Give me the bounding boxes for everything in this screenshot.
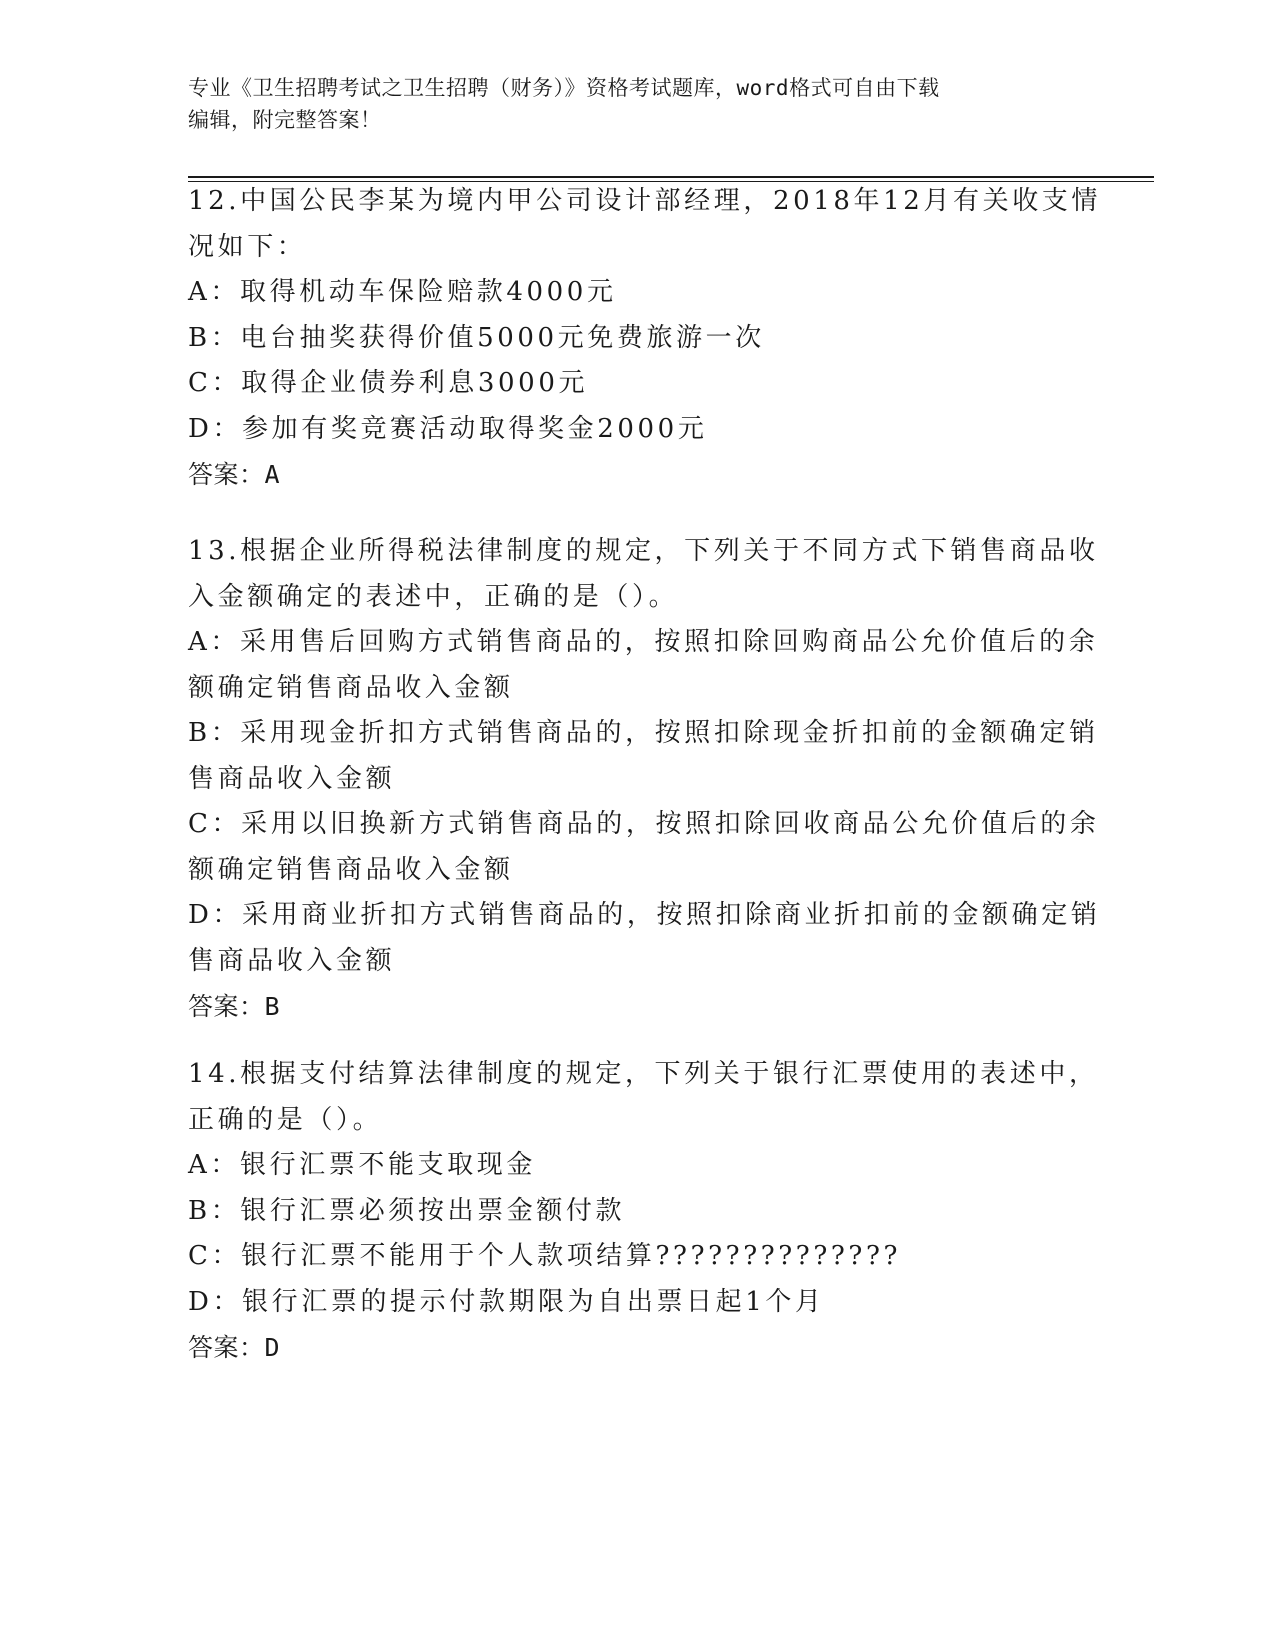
option-a: A：采用售后回购方式销售商品的，按照扣除回购商品公允价值后的余 bbox=[188, 627, 1099, 657]
answer-line: 答案：A bbox=[188, 460, 281, 489]
document-header bbox=[188, 72, 1068, 136]
option-d-continued: 售商品收入金额 bbox=[188, 945, 396, 976]
question-stem-line: 况如下： bbox=[188, 231, 307, 262]
option-d: D：采用商业折扣方式销售商品的，按照扣除商业折扣前的金额确定销 bbox=[188, 900, 1101, 930]
option-c: C：银行汇票不能用于个人款项结算?????????????? bbox=[188, 1241, 902, 1271]
option-b: B：银行汇票必须按出票金额付款 bbox=[188, 1195, 626, 1226]
option-b: B：电台抽奖获得价值5000元免费旅游一次 bbox=[188, 322, 765, 353]
question-stem-line: 13.根据企业所得税法律制度的规定，下列关于不同方式下销售商品收 bbox=[188, 536, 1099, 566]
option-a: A：取得机动车保险赔款4000元 bbox=[188, 277, 617, 307]
question-stem-line: 12.中国公民李某为境内甲公司设计部经理，2018年12月有关收支情 bbox=[188, 186, 1102, 216]
option-c-continued: 额确定销售商品收入金额 bbox=[188, 854, 514, 885]
option-c: C：取得企业债券利息3000元 bbox=[188, 368, 589, 398]
option-b-continued: 售商品收入金额 bbox=[188, 763, 396, 794]
question-stem-line: 入金额确定的表述中，正确的是（）。 bbox=[188, 581, 679, 612]
header-line-1: 专业《卫生招聘考试之卫生招聘（财务）》资格考试题库，word格式可自由下载 bbox=[188, 76, 940, 100]
answer-line: 答案：D bbox=[188, 1333, 281, 1362]
header-line-2: 编辑，附完整答案！ bbox=[188, 108, 382, 132]
question-14 bbox=[188, 1052, 1099, 1370]
option-d: D：银行汇票的提示付款期限为自出票日起1个月 bbox=[188, 1286, 825, 1317]
option-a: A：银行汇票不能支取现金 bbox=[188, 1150, 536, 1180]
answer-line: 答案：B bbox=[188, 992, 281, 1021]
question-12 bbox=[188, 179, 1102, 497]
option-d: D：参加有奖竞赛活动取得奖金2000元 bbox=[188, 413, 708, 444]
option-c: C：采用以旧换新方式销售商品的，按照扣除回收商品公允价值后的余 bbox=[188, 809, 1100, 839]
option-b: B：采用现金折扣方式销售商品的，按照扣除现金折扣前的金额确定销 bbox=[188, 718, 1099, 748]
question-13 bbox=[188, 529, 1101, 1029]
header-divider-thick bbox=[188, 176, 1154, 178]
question-stem-line: 14.根据支付结算法律制度的规定，下列关于银行汇票使用的表述中， bbox=[188, 1059, 1099, 1089]
option-a-continued: 额确定销售商品收入金额 bbox=[188, 672, 514, 703]
question-stem-line: 正确的是（）。 bbox=[188, 1104, 383, 1135]
